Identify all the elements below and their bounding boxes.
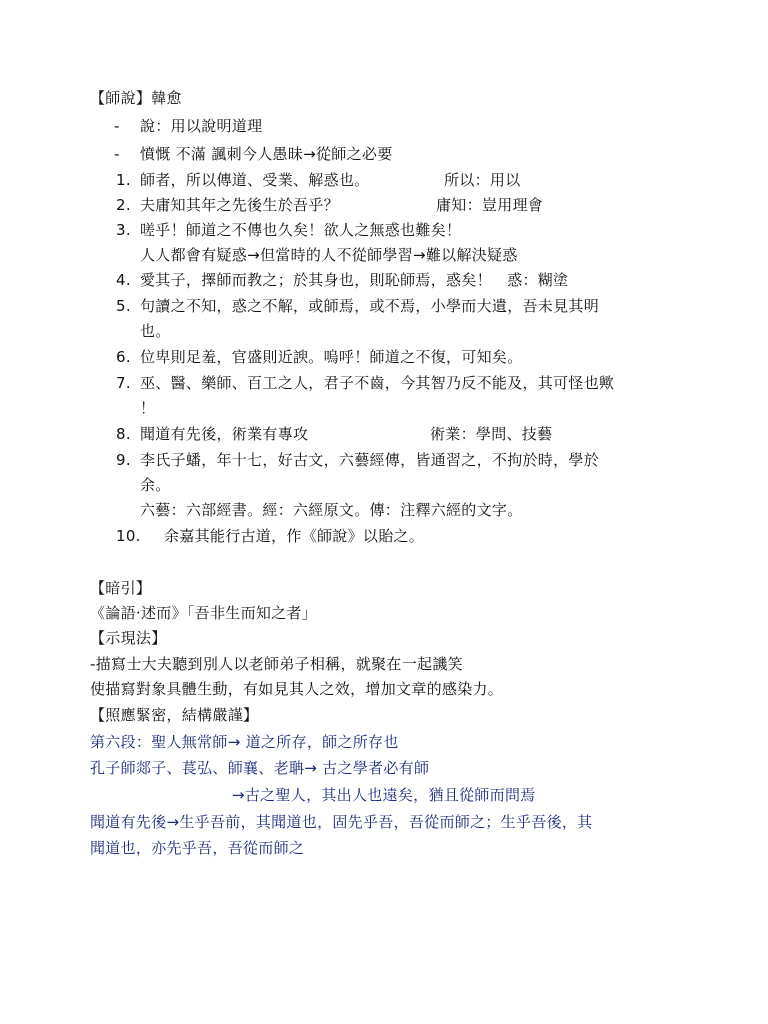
- item-number: 7.: [116, 374, 131, 392]
- body-line: →古之聖人，其出人也遠矣，猶且從師而問焉: [232, 786, 536, 804]
- section-heading-shi-xian-fa: 【示現法】: [90, 629, 167, 647]
- section-heading-shi-shuo: 【師說】韓愈: [90, 89, 182, 107]
- item-note-liuyi: 六藝：六部經書。經：六經原文。傳：注釋六經的文字。: [140, 501, 523, 519]
- item-number: 2.: [116, 196, 131, 214]
- item-continuation: 余。: [140, 476, 171, 494]
- item-text: 句讀之不知，惑之不解，或師焉，或不焉，小學而大遺，吾未見其明: [140, 297, 600, 315]
- body-line: 使描寫對象具體生動，有如見其人之效，增加文章的感染力。: [90, 680, 504, 698]
- item-text: 巫、醫、樂師、百工之人，君子不齒，今其智乃反不能及，其可怪也歟: [140, 374, 615, 392]
- item-number: 4.: [116, 271, 131, 289]
- item-text: 愛其子，擇師而教之；於其身也，則恥師焉，惑矣！ 惑：糊塗: [140, 271, 569, 289]
- bullet-line-2: 憤慨 不滿 諷刺今人愚昧→從師之必要: [140, 145, 393, 163]
- item-continuation: 人人都會有疑惑→但當時的人不從師學習→難以解決疑惑: [140, 246, 518, 264]
- item-text: 余嘉其能行古道，作《師說》以貽之。: [164, 527, 425, 545]
- body-line: 第六段：聖人無常師→ 道之所存，師之所存也: [90, 733, 399, 751]
- item-number: 8.: [116, 425, 131, 443]
- item-text: 師者，所以傳道、受業、解惑也。: [140, 171, 370, 189]
- item-note: 所以：用以: [444, 171, 521, 189]
- item-number: 10.: [116, 527, 141, 545]
- body-line: -描寫士大夫聽到別人以老師弟子相稱，就聚在一起譏笑: [90, 655, 463, 673]
- item-note: 術業：學問、技藝: [430, 425, 553, 443]
- item-number: 3.: [116, 221, 131, 239]
- item-text: 李氏子蟠，年十七，好古文，六藝經傳，皆通習之，不拘於時，學於: [140, 451, 600, 469]
- bullet-dash: -: [114, 117, 120, 135]
- item-text: 夫庸知其年之先後生於吾乎？: [140, 196, 339, 214]
- bullet-line-1: 說：用以說明道理: [140, 117, 263, 135]
- item-number: 6.: [116, 348, 131, 366]
- item-text: 聞道有先後，術業有專攻: [140, 425, 309, 443]
- body-line: 聞道有先後→生乎吾前，其聞道也，固先乎吾，吾從而師之；生乎吾後，其: [90, 813, 593, 831]
- quote-line: 《論語‧述而》「吾非生而知之者」: [90, 604, 318, 622]
- section-heading-an-yin: 【暗引】: [90, 579, 152, 597]
- item-number: 5.: [116, 297, 131, 315]
- item-text: 嗟乎！師道之不傳也久矣！欲人之無惑也難矣！: [140, 221, 462, 239]
- bullet-dash: -: [114, 145, 120, 163]
- item-continuation: 也。: [140, 322, 171, 340]
- item-number: 1.: [116, 171, 131, 189]
- body-line: 孔子師郯子、萇弘、師襄、老聃→ 古之學者必有師: [90, 759, 430, 777]
- item-text: 位卑則足羞，官盛則近諛。嗚呼！師道之不復，可知矣。: [140, 348, 523, 366]
- item-number: 9.: [116, 451, 131, 469]
- item-note: 庸知：豈用理會: [436, 196, 544, 214]
- body-line: 聞道也，亦先乎吾，吾從而師之: [90, 839, 305, 857]
- section-heading-zhao-ying: 【照應緊密，結構嚴謹】: [90, 706, 259, 724]
- item-continuation: ！: [140, 399, 156, 417]
